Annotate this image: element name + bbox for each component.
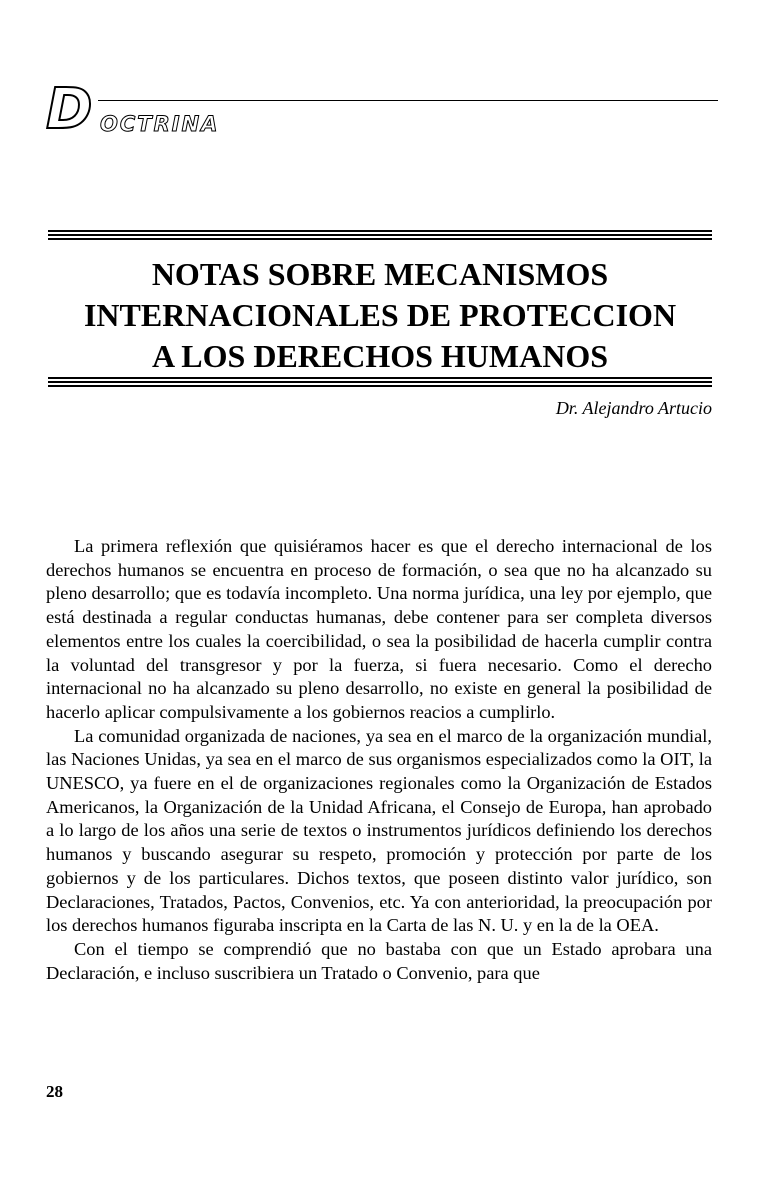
- body-paragraph: La primera reflexión que quisiéramos hacer es que el derecho internacional de los derechos humanos se encuentra en proceso de formación, o sea que no ha alcanzado su pleno desarrollo; que es todavía incompleto. Una norma jurídica, una ley por ejemplo, que está destinada a regular conductas humanas, debe contener para ser completa diversos elementos entre los cuales la coercibilidad, o sea la posibilidad de hacerla cumplir contra la voluntad del transgresor y por la fuerza, si fuera necesario. Como el derecho internacional no ha alcanzado su pleno desarrollo, no existe en general la posibilidad de hacerlo aplicar compulsivamente a los gobiernos reacios a cumplirlo.: [46, 536, 712, 722]
- section-heading: [46, 77, 718, 142]
- article-title-line: NOTAS SOBRE MECANISMOS: [151, 256, 609, 292]
- title-top-rules: [48, 230, 712, 242]
- section-heading-rule: [98, 100, 718, 101]
- section-heading-text: OCTRINA: [100, 112, 220, 136]
- page-number: 28: [46, 1082, 63, 1101]
- article-title: [40, 254, 720, 377]
- article-title-line: INTERNACIONALES DE PROTECCION: [83, 297, 677, 333]
- article-body: [46, 535, 712, 985]
- article-title-line: A LOS DERECHOS HUMANOS: [151, 338, 609, 374]
- body-paragraph: Con el tiempo se comprendió que no bastaba con que un Estado aprobara una Declaración, e incluso suscribiera un Tratado o Convenio, para que: [46, 938, 712, 983]
- body-paragraph: La comunidad organizada de naciones, ya sea en el marco de la organización mundial, las Naciones Unidas, ya sea en el marco de sus organismos especializados como la OIT, la UNESCO, ya fuere en el de organizaciones regionales como la Organización de Estados Americanos, la Organización de la Unidad Africana, el Consejo de Europa, han aprobado a lo largo de los años una serie de textos o instrumentos jurídicos definiendo los derechos humanos y buscando asegurar su respeto, promoción y protección por parte de los gobiernos y de los particulares. Dichos textos, que poseen distinto valor jurídico, son Declaraciones, Tratados, Pactos, Convenios, etc. Ya con anterioridad, la preocupación por los derechos humanos figuraba inscripta en la Carta de las N. U. y en la de la OEA.: [46, 725, 712, 936]
- author-byline: Dr. Alejandro Artucio: [555, 398, 712, 418]
- title-bottom-rules: [48, 377, 712, 389]
- section-heading-initial: D: [46, 77, 93, 142]
